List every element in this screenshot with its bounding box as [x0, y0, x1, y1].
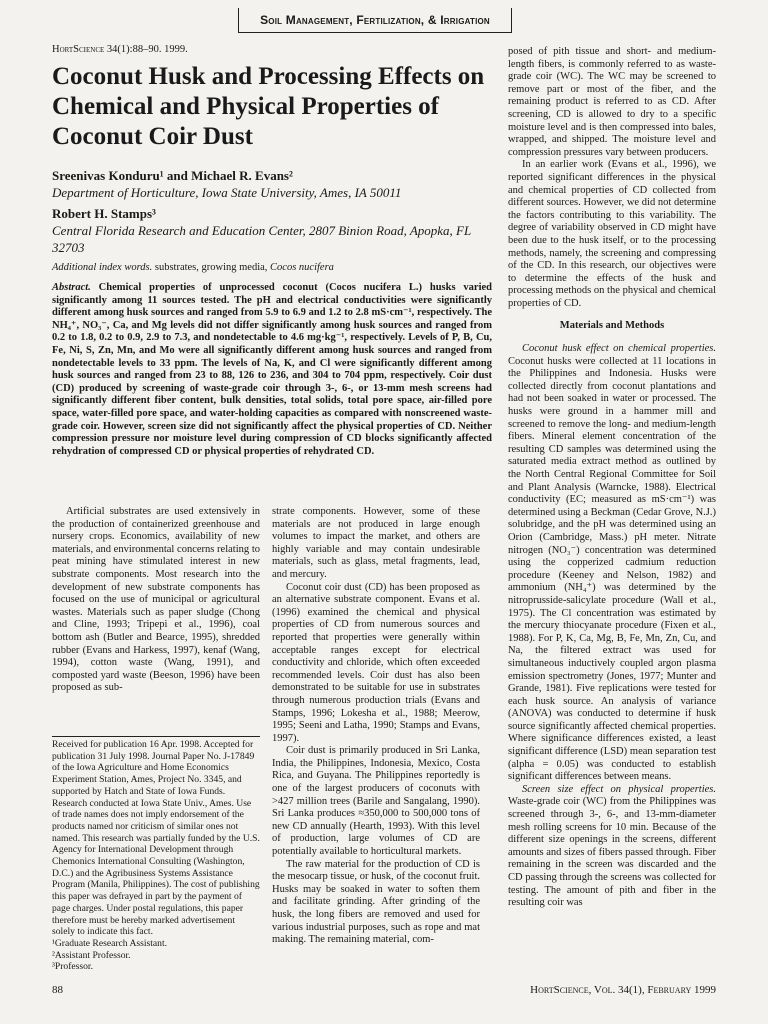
affiliation-1: Department of Horticulture, Iowa State University, Ames, IA 50011: [52, 185, 402, 200]
abstract: [52, 282, 492, 458]
index-words: [52, 262, 492, 273]
col3-paragraph: In an earlier work (Evans et al., 1996), we reported significant differences in the physical and chemical properties of CD collected from different sources. However, we did not determine the factors contributing to this variability. The degree of variability observed in CD might have been due to the husk itself, or to the processing methods, namely, the screening and compressing of the CD. In this research, our objectives were to determine the effects of the husk and processing methods on the physical and chemical properties of CD.: [508, 159, 716, 309]
footnote-received: Received for publication 16 Apr. 1998. Accepted for publication 31 July 1998. Journal Paper No. J-17849 of the Iowa Agriculture and Home Economics Experiment Station, Ames, Project No. 3345, and supported by Hatch and State of Iowa Funds. Research conducted at Iowa State Univ., Ames. Use of trade names does not imply endorsement of the products named nor criticism of similar ones not named. This research was partially funded by the U.S. Agency for International Development through Chemonics International Consulting (Washington, D.C.) and the Agribusiness Systems Assistance Program (Manila, Philippines). The cost of publishing this paper was defrayed in part by the payment of page charges. Under postal regulations, this paper therefore must be hereby marked advertisement solely to indicate this fact.: [52, 739, 260, 938]
abstract-label: Abstract.: [52, 282, 91, 293]
authors-line-1: Sreenivas Konduru¹ and Michael R. Evans²: [52, 168, 293, 183]
col2-paragraph: The raw material for the production of CD is the mesocarp tissue, or husk, of the coconut fruit. Husks may be soaked in water to soften them and facilitate grinding. After grinding of the husk, the long fibers are removed and used for various industrial purposes, such as rope and mat making. The remaining material, com-: [272, 858, 480, 946]
footnote-rule: [52, 736, 260, 737]
column-2: [272, 506, 480, 947]
section-header: Soil Management, Fertilization, & Irrigation: [238, 8, 512, 33]
index-words-label: Additional index words.: [52, 262, 153, 273]
page-number: 88: [52, 984, 63, 996]
footnotes: [52, 736, 260, 973]
running-footer: HortScience, Vol. 34(1), February 1999: [530, 984, 716, 996]
column-3: [508, 46, 716, 910]
citation-line: HortScience 34(1):88–90. 1999.: [52, 44, 188, 55]
subheading: Screen size effect on physical properties.: [522, 783, 716, 795]
column-1: [52, 506, 260, 695]
section-heading: Materials and Methods: [559, 320, 665, 332]
subheading: Coconut husk effect on chemical properties.: [522, 343, 716, 355]
col1-paragraph: Artificial substrates are used extensively in the production of containerized greenhouse and nursery crops. Economics, availability of new materials, and environmental concerns relating to peat mining have stimulated interest in new substrate components. Most research into the development of new substrate components has focused on the use of municipal or agricultural wastes. Materials such as paper sludge (Chong and Cline, 1993; Tripepi et al., 1996), coal bottom ash (Butler and Bearce, 1995), shredded rubber (Evans and Harkess, 1997), kenaf (Wang, 1994), cotton waste (Wang, 1991), and composted yard waste (Beeson, 1996) have been proposed as sub-: [52, 506, 260, 694]
footnote-3: ³Professor.: [52, 961, 93, 973]
col2-paragraph: strate components. However, some of these materials are not produced in large enough volumes to impact the market, and others are highly variable and may contain undesirable materials, such as glass, metal fragments, lead, and mercury.: [272, 506, 480, 580]
col3-paragraph: [508, 343, 716, 784]
col2-paragraph: Coconut coir dust (CD) has been proposed as an alternative substrate component. Evans et al. (1996) examined the chemical and physical properties of CD from numerous sources and reported that properties were generally within acceptable ranges except for electrical conductivity and chloride, which often exceeded recommended levels. Coir dust has also been demonstrated to be suitable for use in substrates through numerous production trials (Evans and Stamps, 1996; Lokesha et al., 1988; Meerow, 1995; Seeni and Latha, 1990; Stamps and Evans, 1997).: [272, 581, 480, 744]
col3-paragraph-text: Coconut husks were collected at 11 locations in the Philippines and Indonesia. Husks were collected directly from coconut plantations and had not been soaked in water or processed. The husks were ground in a hammer mill and screened to remove the long- and medium-length fibers. Mineral element concentration of the resulting CD samples was determined using the saturated media extract method as outlined by the North Central Regional Committee for Soil and Plant Analysis (Warncke, 1988). Electrical conductivity (EC; measured as mS·cm⁻¹) was determined using a Beckman (Cedar Grove, N.J.) solubridge, and the pH was determined using an Orion (Cambridge, Mass.) pH meter. Nitrate nitrogen (NO₃⁻) concentration was determined using the copperized cadmium reduction procedure (Keeney and Nelson, 1982) and ammonium (NH₄⁺) was determined by the nitroprusside-salicylate procedure (Wall et al., 1975). The Cl concentration was estimated by the mercury thiocyanate procedure (Fixen et al., 1988). For P, K, Ca, Mg, B, Fe, Mn, Zn, Cu, and Na, the filtered extract was used for simultaneous inductively coupled argon plasma emission spectrometry (Jones, 1977; Munter and Grande, 1981). Five replications were tested for each husk source. An analysis of variance (ANOVA) was conducted to determine if husk source significantly affected chemical properties. Where significance differences existed, a least significant difference (LSD) mean separation test (alpha = 0.05) was conducted to establish significant differences between means.: [508, 355, 716, 783]
authors-line-2: Robert H. Stamps³: [52, 206, 156, 221]
col3-paragraph: [508, 784, 716, 910]
col3-paragraph-text: Waste-grade coir (WC) from the Philippines was screened through 3-, 6-, and 13-mm-diameter mesh rolling screens for 10 min. Because of the different size openings in the screens, different amounts and sizes of fibers passed through. Fiber remaining in the screen was discarded and the CD passing through the screens was collected for testing. The amount of pith and fiber in the resulting coir was: [508, 796, 716, 909]
footnote-2: ²Assistant Professor.: [52, 949, 131, 961]
abstract-text: Chemical properties of unprocessed coconut (Cocos nucifera L.) husks varied significantly among 11 sources tested. The pH and electrical conductivities were significantly different among husk sources and ranged from 5.9 to 6.9 and 1.2 to 2.8 mS·cm⁻¹, respectively. The NH₄⁺, NO₃⁻, Ca, and Mg levels did not differ significantly among husk sources and ranged from 0.2 to 1.8, 0.2 to 0.9, 2.9 to 7.3, and nondetectable to 4.6 mg·kg⁻¹, respectively. Levels of P, B, Cu, Fe, Ni, S, Zn, Mn, and Mo were all significantly different among husk sources and ranged from nondetectable levels to 33 ppm. The levels of Na, K, and Cl were significantly different among husk sources and ranged from 23 to 88, 126 to 236, and 304 to 704 ppm, respectively. Coir dust (CD) produced by screening of waste-grade coir through 3-, 6-, or 13-mm mesh screens had significantly different fiber content, bulk densities, total solids, total pore space, air-filled pore space, water-filled pore space, and water-holding capacities as compared with nonscreened waste-grade coir. However, screen size did not significantly affect the physical properties of CD. Neither compression pressure nor moisture level during compression of CD blocks significantly affected rehydration of compressed CD or physical properties of rehydrated CD.: [52, 282, 492, 457]
footnote-1: ¹Graduate Research Assistant.: [52, 937, 168, 949]
affiliation-2: Central Florida Research and Education Center, 2807 Binion Road, Apopka, FL 32703: [52, 223, 471, 255]
col2-paragraph: Coir dust is primarily produced in Sri Lanka, India, the Philippines, Indonesia, Mexico, Costa Rica, and Guyana. The Philippines reportedly is one of the largest producers of coconuts with >427 million trees (Barile and Sangalang, 1990). Sri Lanka produces ≈350,000 to 500,000 tons of new CD annually (Hearth, 1993). With this level of production, large volumes of CD are potentially available to horticultural markets.: [272, 745, 480, 858]
article-title: Coconut Husk and Processing Effects on Chemical and Physical Properties of Coconut Coir Dust: [52, 63, 485, 150]
col3-paragraph: posed of pith tissue and short- and medium-length fibers, is commonly referred to as waste-grade coir (WC). The WC may be screened to remove part or most of the fiber, and the remaining product is referred to as CD. After screening, CD is allowed to dry to a specific moisture level and is then compressed into bales, wrapped, and shipped. The moisture level and compression pressures vary between producers.: [508, 46, 716, 158]
index-words-italic: Cocos nucifera: [270, 262, 334, 273]
index-words-text: substrates, growing media,: [154, 262, 268, 273]
